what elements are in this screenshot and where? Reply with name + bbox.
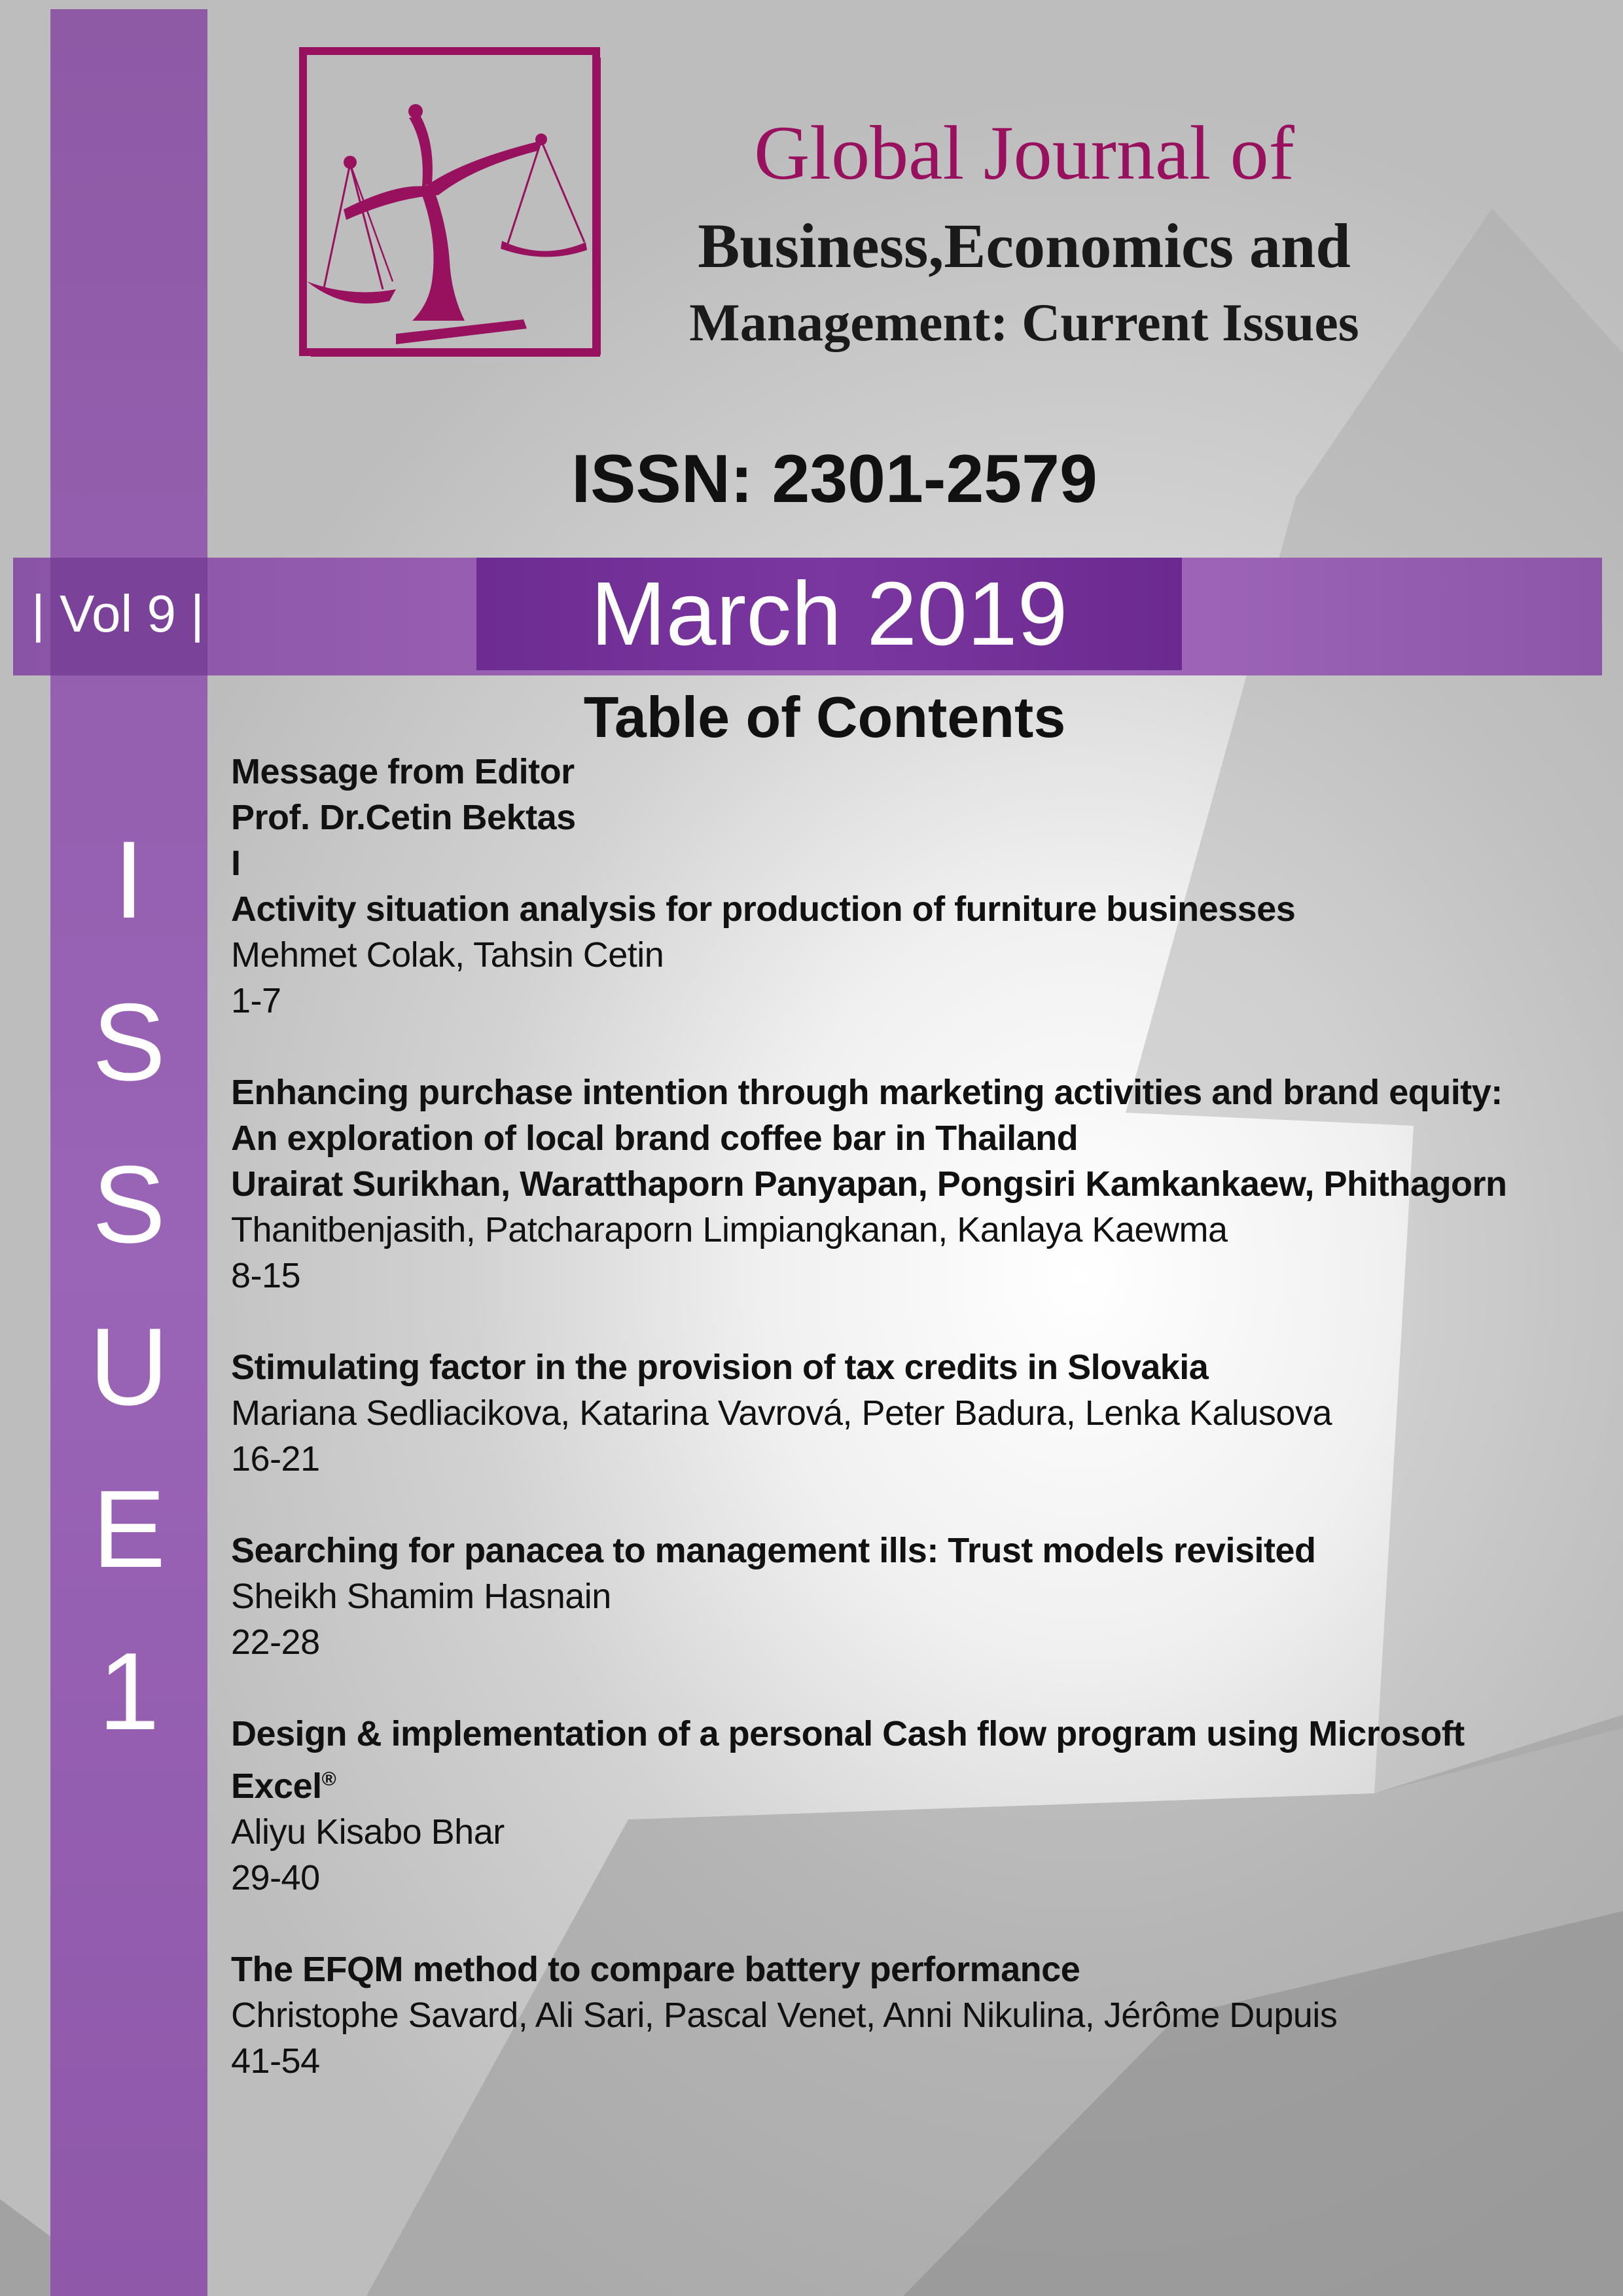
entry-title: Message from Editor [231, 752, 575, 791]
entry-authors: Mariana Sedliacikova, Katarina Vavrová, Peter Badura, Lenka Kalusova [231, 1393, 1332, 1433]
entry-authors: Mehmet Colak, Tahsin Cetin [231, 935, 664, 975]
journal-title-line1: Global Journal of [754, 110, 1294, 196]
toc-entry [231, 1946, 1592, 2084]
toc-entry-editor [231, 749, 1592, 886]
entry-authors: Urairat Surikhan, Waratthaporn Panyapan, Pongsiri Kamkankaew, Phithagorn [231, 1164, 1507, 1204]
journal-title-line2: Business,Economics and [698, 211, 1351, 281]
table-of-contents [231, 749, 1592, 2130]
entry-title: An exploration of local brand coffee bar in Thailand [231, 1119, 1079, 1158]
entry-title: The EFQM method to compare battery performance [231, 1950, 1080, 1989]
issue-letter: U [89, 1305, 169, 1428]
entry-pages: I [231, 844, 241, 883]
issn: ISSN: 2301-2579 [571, 441, 1097, 517]
toc-entry [231, 886, 1592, 1024]
issue-letter: I [113, 818, 145, 941]
issue-vertical-label [50, 818, 207, 1799]
entry-authors: Aliyu Kisabo Bhar [231, 1812, 505, 1852]
issue-letter: E [92, 1467, 166, 1590]
issue-date: March 2019 [590, 563, 1068, 664]
toc-entry [231, 1711, 1592, 1901]
registered-mark: ® [321, 1768, 336, 1790]
entry-title-continued [231, 1757, 1592, 1809]
journal-title-line3: Management: Current Issues [689, 293, 1359, 352]
entry-pages: 1-7 [231, 981, 281, 1020]
issue-letter: S [92, 980, 166, 1103]
entry-authors: Christophe Savard, Ali Sari, Pascal Venet, Anni Nikulina, Jérôme Dupuis [231, 1996, 1338, 2035]
scales-of-justice-logo [298, 46, 605, 367]
entry-pages: 8-15 [231, 1256, 301, 1295]
entry-title-text: Excel [231, 1767, 322, 1806]
entry-title: Enhancing purchase intention through marketing activities and brand equity: [231, 1073, 1503, 1112]
toc-heading: Table of Contents [583, 685, 1066, 749]
entry-authors: Thanitbenjasith, Patcharaporn Limpiangkanan, Kanlaya Kaewma [231, 1210, 1228, 1249]
entry-pages: 29-40 [231, 1858, 320, 1897]
toc-entry [231, 1344, 1592, 1482]
entry-title: Activity situation analysis for production of furniture businesses [231, 889, 1296, 929]
toc-entry [231, 1528, 1592, 1665]
issue-letter: S [92, 1143, 166, 1266]
entry-pages: 16-21 [231, 1439, 320, 1479]
entry-title: Stimulating factor in the provision of tax credits in Slovakia [231, 1348, 1209, 1387]
entry-pages: 41-54 [231, 2041, 320, 2081]
entry-title: Searching for panacea to management ills: Trust models revisited [231, 1531, 1316, 1570]
entry-authors: Sheikh Shamim Hasnain [231, 1577, 611, 1616]
entry-author: Prof. Dr.Cetin Bektas [231, 798, 576, 837]
issue-number: 1 [98, 1630, 160, 1753]
toc-entry [231, 1069, 1592, 1299]
entry-pages: 22-28 [231, 1623, 320, 1662]
volume-label: | Vol 9 | [31, 584, 204, 643]
entry-title: Design & implementation of a personal Cash flow program using Microsoft [231, 1714, 1465, 1753]
